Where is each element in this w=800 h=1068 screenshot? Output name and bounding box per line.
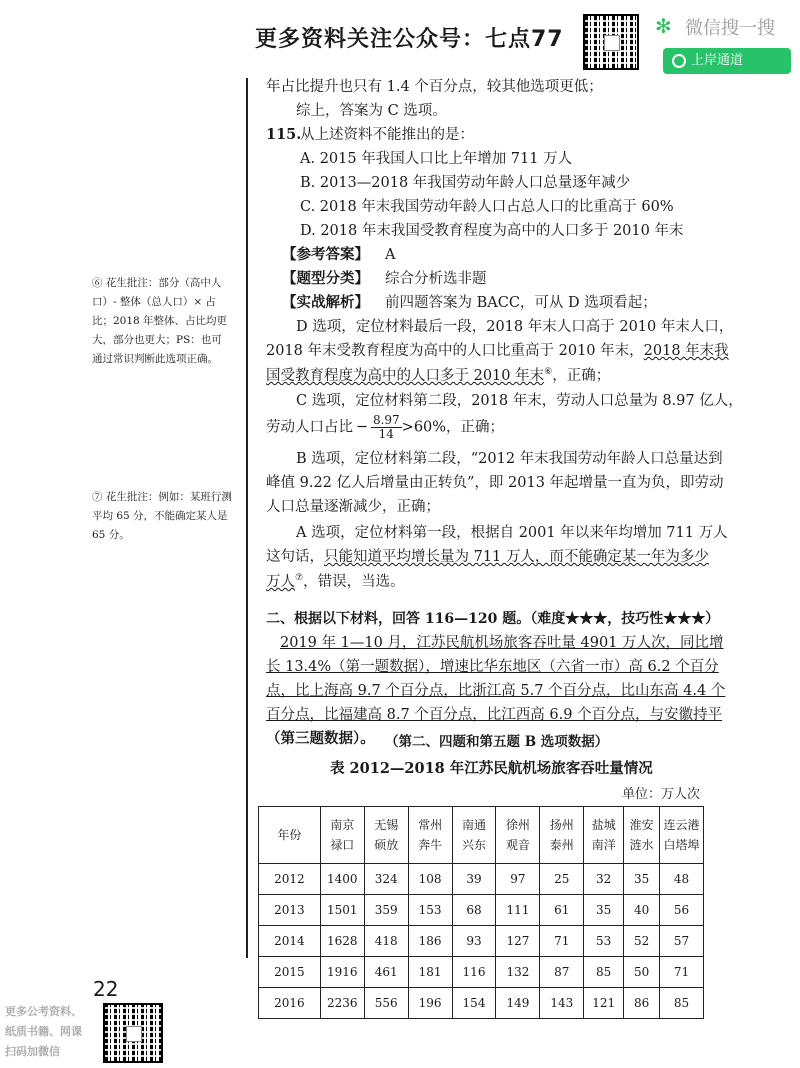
table-cell: 85 (660, 988, 704, 1019)
margin-note-6: ⑥ 花生批注：部分（高中人口）- 整体（总人口）× 占比；2018 年整体、占比均更大，部分也更大；PS：也可通过常识判断此选项正确。 (92, 277, 228, 365)
section-heading: 二、根据以下材料，回答 116—120 题。（难度★★★，技巧性★★★） (266, 611, 720, 627)
type-value: 综合分析选非题 (385, 271, 487, 287)
table-note: （第二、四题和第五题 B 选项数据） (385, 734, 609, 750)
analysis-a-line-3: 万人⑦，错误，当选。 (266, 573, 405, 590)
table-header-text: 奔牛 (418, 838, 443, 852)
table-cell: 53 (584, 926, 624, 957)
table-header-cell (408, 807, 452, 864)
table-cell: 50 (624, 957, 660, 988)
table-cell: 32 (584, 864, 624, 895)
table-cell: 556 (364, 988, 408, 1019)
material-line-2: 长 13.4%（第一题数据），增速比华东地区（六省一市）高 6.2 个百分 (266, 659, 719, 675)
wechat-search-label: 微信搜一搜 (685, 18, 775, 39)
table-row (259, 988, 704, 1019)
table-header-cell (660, 807, 704, 864)
table-cell: 2012 (259, 864, 321, 895)
table-cell: 1628 (320, 926, 364, 957)
table-row (259, 926, 704, 957)
material-line-4: 百分点，比福建高 8.7 个百分点，比江西高 6.9 个百分点，与安徽持平 (266, 707, 723, 723)
header-qr-code (583, 14, 639, 70)
page-header-title: 更多资料关注公众号：七点77 (255, 27, 564, 52)
table-header-text: 盐城 (591, 818, 616, 832)
question-number: 115. (266, 126, 302, 143)
analysis-d-line-2: 2018 年末受教育程度为高中的人口比重高于 2010 年末，2018 年末我 (266, 343, 729, 359)
table-cell: 153 (408, 895, 452, 926)
table-row (259, 864, 704, 895)
table-cell: 1501 (320, 895, 364, 926)
table-cell: 40 (624, 895, 660, 926)
table-cell: 1400 (320, 864, 364, 895)
table-header-cell (452, 807, 496, 864)
table-cell: 359 (364, 895, 408, 926)
table-header-text: 南洋 (591, 838, 616, 852)
table-cell: 108 (408, 864, 452, 895)
analysis-label: 【实战解析】 (282, 294, 369, 311)
table-cell: 71 (540, 926, 584, 957)
analysis-b-line-1: B 选项，定位材料第二段，“2012 年末我国劳动年龄人口总量达到 (296, 451, 723, 467)
table-header-text: 扬州 (549, 818, 574, 832)
table-cell: 2014 (259, 926, 321, 957)
wechat-search-widget (655, 8, 795, 72)
analysis-b-line-3: 人口总量逐渐减少，正确； (266, 499, 440, 515)
table-header-cell (496, 807, 540, 864)
table-header-text: 南京 (330, 818, 355, 832)
footer-qr-code (103, 1003, 163, 1063)
analysis-d-line-1: D 选项，定位材料最后一段，2018 年末人口高于 2010 年末人口， (296, 319, 734, 335)
table-cell: 25 (540, 864, 584, 895)
table-cell: 61 (540, 895, 584, 926)
table-header-text: 禄口 (330, 838, 355, 852)
table-header-text: 淮安 (629, 818, 654, 832)
analysis-d-line-3: 国受教育程度为高中的人口多于 2010 年末⑥，正确； (266, 367, 611, 384)
table-header-row (259, 807, 704, 864)
table-cell: 87 (540, 957, 584, 988)
table-cell: 186 (408, 926, 452, 957)
table-cell: 196 (408, 988, 452, 1019)
table-cell: 35 (584, 895, 624, 926)
analysis-c-line-1: C 选项，定位材料第二段，2018 年末，劳动人口总量为 8.97 亿人， (296, 393, 743, 409)
table-header-text: 泰州 (549, 838, 574, 852)
table-header-text: 年份 (277, 828, 302, 842)
table-cell: 121 (584, 988, 624, 1019)
table-cell: 68 (452, 895, 496, 926)
answer-value: A (385, 247, 396, 263)
type-label: 【题型分类】 (282, 270, 369, 287)
table-cell: 418 (364, 926, 408, 957)
table-header-text: 兴东 (462, 838, 487, 852)
option-a: A. 2015 年我国人口比上年增加 711 万人 (300, 151, 573, 167)
table-cell: 149 (496, 988, 540, 1019)
analysis-a-line-2: 这句话，只能知道平均增长量为 711 万人，而不能确定某一年为多少 (266, 549, 709, 565)
analysis-b-line-2: 峰值 9.22 亿人后增量由正转负”，即 2013 年起增量一直为负，即劳动 (266, 475, 724, 491)
option-d: D. 2018 年末我国受教育程度为高中的人口多于 2010 年末 (300, 223, 684, 239)
table-cell: 2015 (259, 957, 321, 988)
material-line-3: 点，比上海高 9.7 个百分点，比浙江高 5.7 个百分点，比山东高 4.4 个 (266, 683, 726, 699)
material-line-5: （第三题数据）。 (266, 730, 375, 747)
table-cell: 1916 (320, 957, 364, 988)
table-title: 表 2012—2018 年江苏民航机场旅客吞吐量情况 (330, 760, 653, 777)
material-line-1: 2019 年 1—10 月，江苏民航机场旅客吞吐量 4901 万人次，同比增 (280, 635, 724, 651)
table-unit: 单位：万人次 (622, 787, 701, 802)
option-b: B. 2013—2018 年我国劳动年龄人口总量逐年减少 (300, 175, 631, 191)
analysis-a-line-1: A 选项，定位材料第一段，根据自 2001 年以来年均增加 711 万人 (296, 525, 728, 541)
table-cell: 35 (624, 864, 660, 895)
table-header-cell (320, 807, 364, 864)
analysis-first: 前四题答案为 BACC，可从 D 选项看起； (385, 295, 657, 311)
search-button[interactable]: 上岸通道 (663, 48, 791, 74)
table-cell: 324 (364, 864, 408, 895)
table-cell: 111 (496, 895, 540, 926)
answer-label: 【参考答案】 (282, 246, 369, 263)
promo-text: 更多公考资料、 纸质书籍、网课 扫码加微信 (5, 1005, 82, 1058)
table-cell: 461 (364, 957, 408, 988)
intro-line-2: 综上，答案为 C 选项。 (296, 103, 447, 119)
table-header-text: 徐州 (505, 818, 530, 832)
table-cell: 181 (408, 957, 452, 988)
table-cell: 86 (624, 988, 660, 1019)
table-header-text: 硕放 (374, 838, 399, 852)
table-header-cell (259, 807, 321, 864)
table-cell: 2013 (259, 895, 321, 926)
table-header-text: 连云港 (663, 818, 700, 832)
wechat-search-icon: ✻ (655, 14, 672, 38)
table-header-text: 常州 (418, 818, 443, 832)
page-number: 22 (93, 977, 119, 1001)
table-cell: 71 (660, 957, 704, 988)
table-cell: 116 (452, 957, 496, 988)
table-header-cell (584, 807, 624, 864)
passenger-throughput-table (258, 806, 704, 1019)
table-cell: 132 (496, 957, 540, 988)
table-cell: 39 (452, 864, 496, 895)
table-cell: 57 (660, 926, 704, 957)
table-row (259, 957, 704, 988)
table-cell: 127 (496, 926, 540, 957)
table-header-text: 白塔埠 (663, 838, 700, 852)
table-row (259, 895, 704, 926)
table-cell: 56 (660, 895, 704, 926)
table-header-cell (540, 807, 584, 864)
table-cell: 97 (496, 864, 540, 895)
option-c: C. 2018 年末我国劳动年龄人口占总人口的比重高于 60% (300, 199, 674, 215)
search-icon (672, 54, 686, 68)
table-cell: 85 (584, 957, 624, 988)
question-stem: 从上述资料不能推出的是： (300, 127, 474, 143)
table-cell: 143 (540, 988, 584, 1019)
table-header-text: 无锡 (374, 818, 399, 832)
table-header-cell (624, 807, 660, 864)
table-cell: 93 (452, 926, 496, 957)
intro-line-1: 年占比提升也只有 1.4 个百分点，较其他选项更低； (266, 79, 603, 95)
margin-divider (246, 78, 248, 958)
table-cell: 52 (624, 926, 660, 957)
table-cell: 48 (660, 864, 704, 895)
table-cell: 2016 (259, 988, 321, 1019)
table-header-text: 涟水 (629, 838, 654, 852)
table-header-cell (364, 807, 408, 864)
analysis-c-line-2: 劳动人口占比 ─ $\frac{8.97}{14}$ >60%，正确； (266, 413, 505, 441)
table-cell: 154 (452, 988, 496, 1019)
table-header-text: 观音 (505, 838, 530, 852)
table-cell: 2236 (320, 988, 364, 1019)
table-header-text: 南通 (462, 818, 487, 832)
margin-note-7: ⑦ 花生批注：例如：某班行测平均 65 分，不能确定某人是 65 分。 (92, 491, 232, 541)
